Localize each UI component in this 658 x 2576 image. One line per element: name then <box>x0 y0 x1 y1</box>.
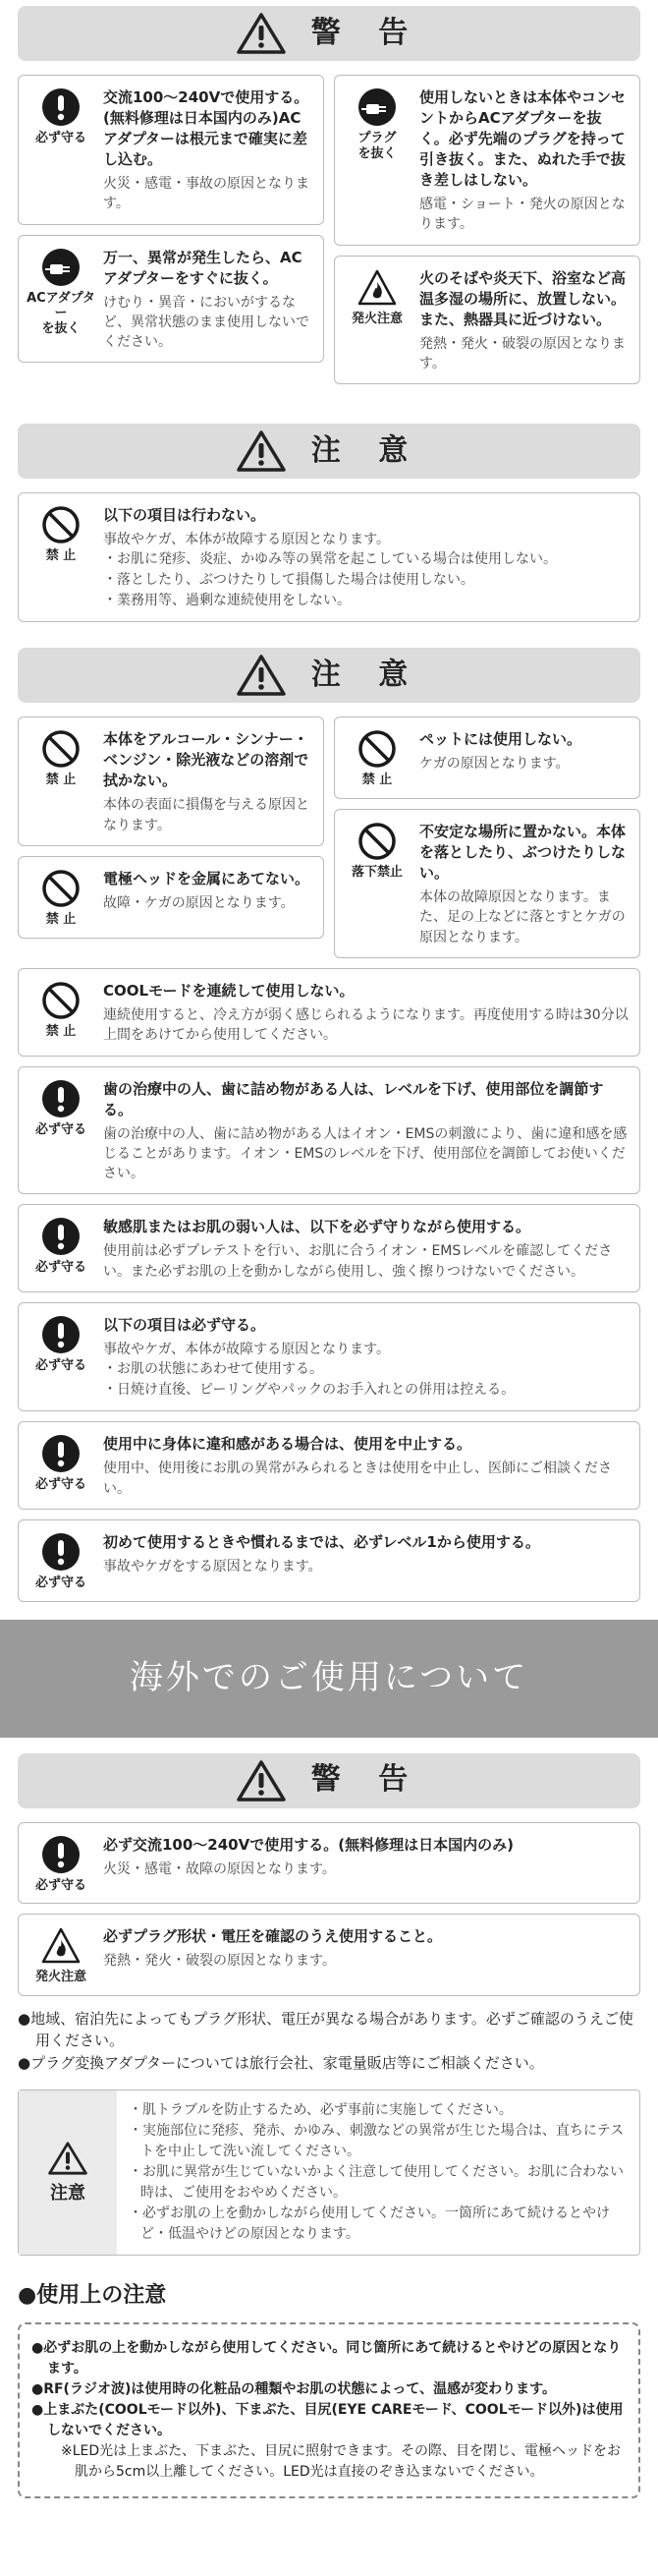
item-heading: COOLモードを連続して使用しない。 <box>103 981 355 1000</box>
bullet-item: ●地域、宿泊先によってもプラグ形状、電圧が異なる場合があります。必ずご確認のうえご使用ください。 <box>18 2009 633 2050</box>
item-heading: 万一、異常が発生したら、ACアダプターをすぐに抜く。 <box>103 248 302 287</box>
unplug-adapter-icon <box>41 248 81 287</box>
warning-triangle-icon <box>237 1759 286 1803</box>
prohibit-icon <box>41 869 81 908</box>
section-title: 注 意 <box>310 658 422 693</box>
caution-note <box>18 2089 640 2256</box>
icon-caption: 禁 止 <box>361 773 393 788</box>
item-text: ケガの原因となります。 <box>419 756 570 773</box>
item-heading: 歯の治療中の人、歯に詰め物がある人は、レベルを下げ、使用部位を調節する。 <box>103 1079 604 1118</box>
caution-triangle-icon <box>237 654 286 697</box>
fire-caution-icon <box>41 1926 81 1966</box>
item-text: 火災・感電・故障の原因となります。 <box>103 1860 336 1877</box>
prohibit-icon <box>357 822 397 861</box>
prohibit-icon <box>41 505 81 544</box>
warning-item <box>18 235 324 364</box>
item-text: 故障・ケガの原因となります。 <box>103 895 295 912</box>
caution-item <box>18 1519 640 1602</box>
caution-header-2 <box>18 648 640 703</box>
icon-caption: 禁 止 <box>45 548 77 564</box>
icon-caption: 禁 止 <box>45 912 77 928</box>
prohibit-icon <box>357 729 397 769</box>
warning-item <box>334 75 640 246</box>
bullet-item: ●プラグ変換アダプターについては旅行会社、家電量販店等にご相談ください。 <box>18 2053 544 2072</box>
must-icon <box>41 1217 81 1256</box>
item-heading: 必ず交流100〜240Vで使用する。(無料修理は日本国内のみ) <box>103 1835 514 1854</box>
icon-caption: 必ず守る <box>34 1260 86 1276</box>
item-text: 事故やケガ、本体が故障する原因となります。 <box>103 532 391 548</box>
usage-title: ●使用上の注意 <box>18 2283 167 2309</box>
item-heading: 以下の項目は行わない。 <box>103 506 266 525</box>
must-icon <box>41 1079 81 1118</box>
section-title: 警 告 <box>310 1762 422 1798</box>
overseas-warning-header <box>18 1753 640 1808</box>
item-text: けむり・異音・においがするなど、異常状態のまま使用しないでください。 <box>103 294 309 351</box>
item-heading: 必ずプラグ形状・電圧を確認のうえ使用すること。 <box>103 1927 443 1946</box>
item-text: 火災・感電・事故の原因となります。 <box>103 176 309 212</box>
icon-caption: 必ず守る <box>34 1358 86 1374</box>
item-heading: 初めて使用するときや慣れるまでは、必ずレベル1から使用する。 <box>103 1532 540 1551</box>
item-heading: 不安定な場所に置かない。本体を落としたり、ぶつけたりしない。 <box>419 823 627 883</box>
item-text: 本体の表面に損傷を与える原因となります。 <box>103 797 309 833</box>
fire-caution-icon <box>357 268 397 308</box>
item-list: ・お肌に発疹、炎症、かゆみ等の異常を起こしている場合は使用しない。 ・落としたり、ぶつけたりして損傷した場合は使用しない。 ・業務用等、過剰な連続使用をしない。 <box>103 551 557 609</box>
icon-caption: 禁 止 <box>45 773 77 788</box>
warning-item <box>18 75 324 225</box>
warning-header <box>18 6 640 61</box>
overseas-item <box>18 1822 640 1905</box>
item-heading: 本体をアルコール・シンナー・ベンジン・除光液などの溶剤で拭かない。 <box>103 730 309 790</box>
caution-triangle-icon <box>48 2141 87 2176</box>
note-item: ・お肌に異常が生じていないかよく注意して使用してください。お肌に合わない時は、ご使用をおやめください。 <box>129 2164 624 2202</box>
caution-header <box>18 424 640 479</box>
icon-caption: 必ず守る <box>34 1477 86 1493</box>
icon-caption: 禁 止 <box>45 1023 77 1039</box>
item-text: 本体の故障原因となります。また、足の上などに落とすとケガの原因となります。 <box>419 889 626 945</box>
caution-item <box>18 856 324 939</box>
item-list: ・お肌の状態にあわせて使用する。 ・日焼け直後、ピーリングやパックのお手入れとの併用は控える。 <box>103 1361 516 1399</box>
item-heading: ペットには使用しない。 <box>419 730 582 749</box>
note-item: ・肌トラブルを防止するため、必ず事前に実施してください。 <box>129 2102 513 2119</box>
caution-item <box>334 716 640 799</box>
must-icon <box>41 1315 81 1354</box>
item-text: 感電・ショート・発火の原因となります。 <box>419 197 626 233</box>
item-text: 使用前は必ずプレテストを行い、お肌に合うイオン・EMSレベルを確認してください。また必ずお肌の上を動かしながら使用し、強く擦りつけないでください。 <box>103 1243 613 1280</box>
must-icon <box>41 1532 81 1572</box>
unplug-icon <box>357 87 397 127</box>
overseas-item <box>18 1914 640 1996</box>
overseas-banner: 海外でのご使用について <box>0 1620 658 1738</box>
caution-item <box>18 1066 640 1195</box>
must-icon <box>41 1434 81 1473</box>
note-item: ・実施部位に発疹、発赤、かゆみ、刺激などの異常が生じた場合は、直ちにテストを中止して洗い流してください。 <box>129 2123 625 2160</box>
note-item: ・必ずお肌の上を動かしながら使用してください。一箇所にあて続けるとやけど・低温やけどの原因となります。 <box>129 2205 610 2243</box>
note-label: 注意 <box>50 2182 85 2204</box>
warning-triangle-icon <box>237 12 286 55</box>
item-heading: 火のそばや炎天下、浴室など高温多湿の場所に、放置しない。また、熱器具に近づけない。 <box>419 268 627 328</box>
section-title: 警 告 <box>310 15 422 50</box>
item-heading: 電極ヘッドを金属にあてない。 <box>103 870 310 888</box>
item-heading: 以下の項目は必ず守る。 <box>103 1316 266 1335</box>
item-text: 歯の治療中の人、歯に詰め物がある人はイオン・EMSの刺激により、歯に違和感を感じることがあります。イオン・EMSのレベルを下げ、使用部位を調節してお使いください。 <box>103 1125 628 1182</box>
icon-caption: 必ず守る <box>34 1877 86 1893</box>
usage-item: ●必ずお肌の上を動かしながら使用してください。同じ箇所にあて続けるとやけどの原因となります。 <box>31 2339 622 2376</box>
usage-notes <box>18 2322 640 2498</box>
item-text: 発熱・発火・破裂の原因となります。 <box>419 335 626 372</box>
icon-caption: ACアダプター を抜く <box>27 290 95 336</box>
item-text: 事故やケガをする原因となります。 <box>103 1558 322 1574</box>
must-icon <box>41 87 81 127</box>
icon-caption: 発火注意 <box>351 311 403 326</box>
item-text: 事故やケガ、本体が故障する原因となります。 <box>103 1342 391 1358</box>
item-text: 使用中、使用後にお肌の異常がみられるときは使用を中止し、医師にご相談ください。 <box>103 1460 612 1497</box>
prohibit-icon <box>41 729 81 769</box>
caution-item <box>18 1204 640 1292</box>
item-text: 連続使用すると、冷え方が弱く感じられるようになります。再度使用する時は30分以上間をあけてから使用してください。 <box>103 1006 629 1044</box>
icon-caption: 発火注意 <box>34 1970 86 1985</box>
caution-item <box>334 809 640 958</box>
usage-subnote: ※LED光は上まぶた、下まぶた、目尻に照射できます。その際、目を閉じ、電極ヘッドをお肌から5cm以上離してください。LED光は直接のぞき込まないでください。 <box>61 2442 622 2480</box>
caution-item <box>18 968 640 1057</box>
icon-caption: 落下禁止 <box>351 865 403 881</box>
item-text: 発熱・発火・破裂の原因となります。 <box>103 1953 336 1970</box>
overseas-bullets <box>18 2008 640 2075</box>
caution-item <box>18 1302 640 1411</box>
warning-item <box>334 256 640 385</box>
icon-caption: 必ず守る <box>34 1574 86 1590</box>
caution-triangle-icon <box>237 429 286 473</box>
icon-caption: 必ず守る <box>34 131 86 145</box>
item-heading: 敏感肌またはお肌の弱い人は、以下を必ず守りながら使用する。 <box>103 1218 531 1236</box>
must-icon <box>41 1835 81 1874</box>
icon-caption: 必ず守る <box>34 1121 86 1137</box>
icon-caption: プラグ を抜く <box>357 131 397 161</box>
usage-item: ●上まぶた(COOLモード以外)、下まぶた、目尻(EYE CAREモード、COOLモード以外)は使用しないでください。 <box>31 2401 624 2438</box>
item-heading: 使用しないときは本体やコンセントからACアダプターを抜く。必ず先端のプラグを持って引き抜く。また、ぬれた手で抜き差しはしない。 <box>419 88 627 189</box>
caution-item <box>18 716 324 846</box>
item-heading: 使用中に身体に違和感がある場合は、使用を中止する。 <box>103 1435 472 1454</box>
caution-item <box>18 492 640 622</box>
item-heading: 交流100〜240Vで使用する。(無料修理は日本国内のみ)ACアダプターは根元まで確実に差し込む。 <box>103 88 309 168</box>
prohibit-icon <box>41 981 81 1020</box>
caution-item <box>18 1421 640 1510</box>
usage-item: ●RF(ラジオ波)は使用時の化粧品の種類やお肌の状態によって、温感が変わります。 <box>31 2380 556 2397</box>
section-title: 注 意 <box>310 432 422 468</box>
